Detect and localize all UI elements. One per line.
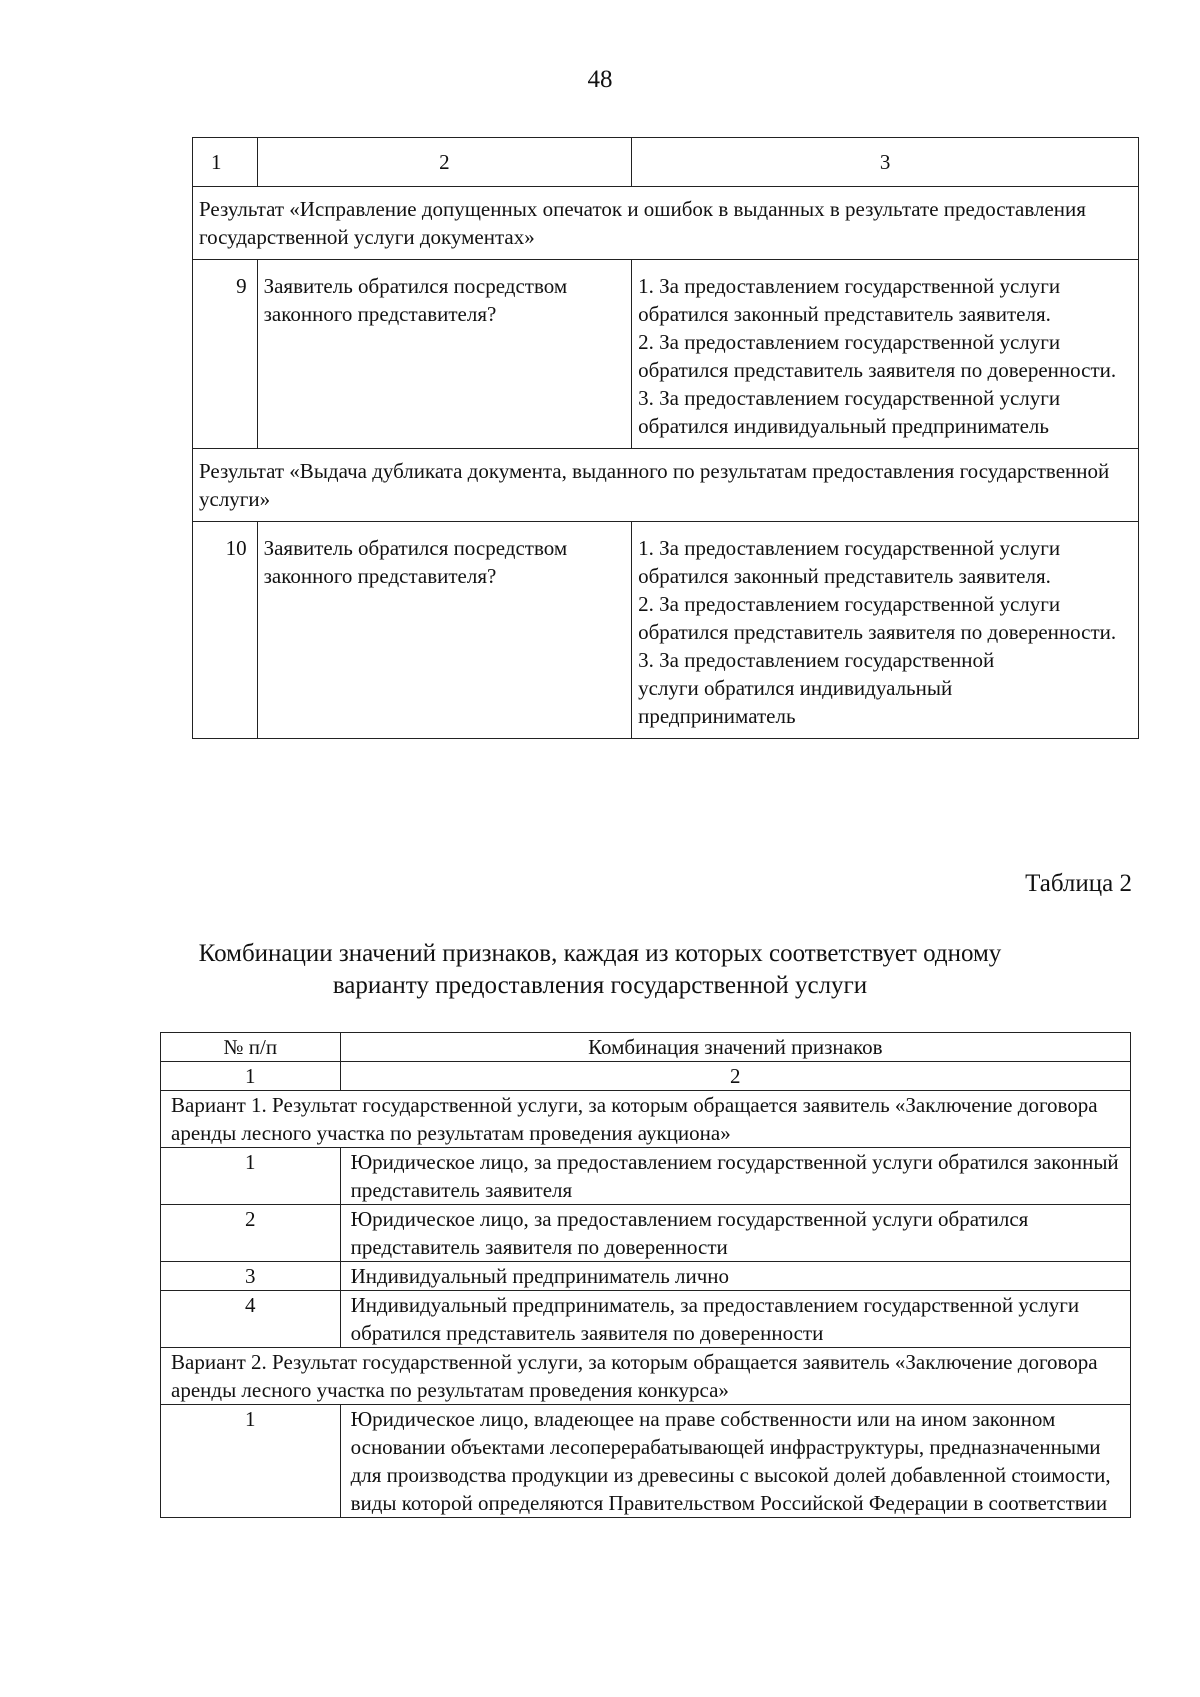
answer-item: 2. За предоставлением государственной услуги обратился представитель заявителя по доверенности. bbox=[638, 592, 1117, 644]
index-col-2: 2 bbox=[340, 1062, 1130, 1091]
section-title-duplicate: Результат «Выдача дубликата документа, выданного по результатам предоставления государственной услуги» bbox=[193, 449, 1139, 522]
row-number: 1 bbox=[161, 1148, 341, 1205]
variant-2-title: Вариант 2. Результат государственной услуги, за которым обращается заявитель «Заключение договора аренды лесного участка по результатам проведения конкурса» bbox=[161, 1348, 1131, 1405]
table-1-header-row bbox=[193, 138, 1139, 187]
table-row-10 bbox=[193, 522, 1139, 739]
table-2-label: Таблица 2 bbox=[1025, 870, 1132, 897]
row-number: 9 bbox=[193, 260, 258, 449]
table-row bbox=[161, 1148, 1131, 1205]
table-2-index-row bbox=[161, 1062, 1131, 1091]
table-row bbox=[161, 1291, 1131, 1348]
row-number: 3 bbox=[161, 1262, 341, 1291]
variant-2-row bbox=[161, 1348, 1131, 1405]
table-row-9 bbox=[193, 260, 1139, 449]
section-row-corrections bbox=[193, 187, 1139, 260]
table-row bbox=[161, 1405, 1131, 1518]
table-2-header-row bbox=[161, 1033, 1131, 1062]
answer-item: 2. За предоставлением государственной услуги обратился представитель заявителя по доверенности. bbox=[638, 330, 1117, 382]
row-question: Заявитель обратился посредством законного представителя? bbox=[257, 522, 632, 739]
row-text: Индивидуальный предприниматель, за предоставлением государственной услуги обратился представитель заявителя по доверенности bbox=[340, 1291, 1130, 1348]
table-1 bbox=[192, 137, 1139, 739]
row-text: Юридическое лицо, за предоставлением государственной услуги обратился законный представитель заявителя bbox=[340, 1148, 1130, 1205]
header-combination: Комбинация значений признаков bbox=[340, 1033, 1130, 1062]
row-answers bbox=[632, 260, 1139, 449]
table-row bbox=[161, 1205, 1131, 1262]
row-question: Заявитель обратился посредством законного представителя? bbox=[257, 260, 632, 449]
header-number: № п/п bbox=[161, 1033, 341, 1062]
header-col-3: 3 bbox=[632, 138, 1139, 187]
answer-item: 3. За предоставлением государственной услуги обратился индивидуальный предприниматель bbox=[638, 386, 1061, 438]
row-answers bbox=[632, 522, 1139, 739]
variant-1-title: Вариант 1. Результат государственной услуги, за которым обращается заявитель «Заключение договора аренды лесного участка по результатам проведения аукциона» bbox=[161, 1091, 1131, 1148]
row-text: Юридическое лицо, владеющее на праве собственности или на ином законном основании объектами лесоперерабатывающей инфраструктуры, предназначенными для производства продукции из древесины с высокой долей добавленной стоимости, виды которой определяются Правительством Российской Федерации в соответствии bbox=[340, 1405, 1130, 1518]
row-number: 4 bbox=[161, 1291, 341, 1348]
variant-1-row bbox=[161, 1091, 1131, 1148]
section-title-corrections: Результат «Исправление допущенных опечаток и ошибок в выданных в результате предоставления государственной услуги документах» bbox=[193, 187, 1139, 260]
page-number: 48 bbox=[587, 66, 613, 93]
header-col-1: 1 bbox=[193, 138, 258, 187]
row-text: Юридическое лицо, за предоставлением государственной услуги обратился представитель заявителя по доверенности bbox=[340, 1205, 1130, 1262]
table-2-caption: Комбинации значений признаков, каждая из которых соответствует одному варианту предоставления государственной услуги bbox=[198, 940, 1002, 999]
index-col-1: 1 bbox=[161, 1062, 341, 1091]
row-number: 1 bbox=[161, 1405, 341, 1518]
row-number: 2 bbox=[161, 1205, 341, 1262]
section-row-duplicate bbox=[193, 449, 1139, 522]
answer-item: 1. За предоставлением государственной услуги обратился законный представитель заявителя. bbox=[638, 274, 1061, 326]
row-text: Индивидуальный предприниматель лично bbox=[340, 1262, 1130, 1291]
answer-item: 1. За предоставлением государственной услуги обратился законный представитель заявителя. bbox=[638, 536, 1061, 588]
header-col-2: 2 bbox=[257, 138, 632, 187]
table-row bbox=[161, 1262, 1131, 1291]
table-2 bbox=[160, 1032, 1131, 1518]
answer-item: 3. За предоставлением государственной услуги обратился индивидуальный предприниматель bbox=[638, 648, 995, 728]
row-number: 10 bbox=[193, 522, 258, 739]
